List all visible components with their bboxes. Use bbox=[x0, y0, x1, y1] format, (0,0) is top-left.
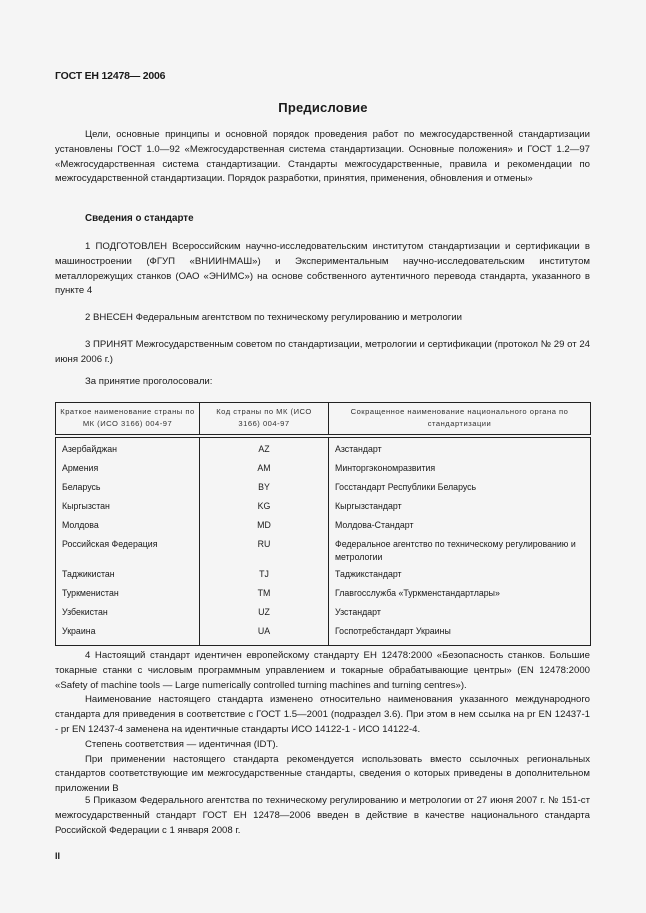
voting-countries-table bbox=[55, 402, 591, 646]
code-cell: UZ bbox=[200, 603, 329, 622]
country-cell: Беларусь bbox=[56, 478, 200, 497]
code-cell: AZ bbox=[200, 436, 329, 459]
code-cell: BY bbox=[200, 478, 329, 497]
body-cell: Федеральное агентство по техническому регулированию и метрологии bbox=[329, 535, 591, 565]
country-cell: Узбекистан bbox=[56, 603, 200, 622]
country-cell: Туркменистан bbox=[56, 584, 200, 603]
country-cell: Молдова bbox=[56, 516, 200, 535]
item-5-text: 5 Приказом Федерального агентства по техническому регулированию и метрологии от 27 июня 2007 г. № 151-ст межгосударственный стандарт ГОСТ ЕН 12478—2006 введен в действие в качестве национального стандарта Российской Федерации с 1 января 2008 г. bbox=[55, 795, 590, 836]
table-row bbox=[56, 535, 591, 565]
table-row bbox=[56, 584, 591, 603]
body-cell: Азстандарт bbox=[329, 436, 591, 459]
table-row bbox=[56, 565, 591, 584]
code-cell: MD bbox=[200, 516, 329, 535]
table-row bbox=[56, 497, 591, 516]
body-cell: Таджикстандарт bbox=[329, 565, 591, 584]
item-3-paragraph bbox=[55, 338, 590, 368]
section-heading: Сведения о стандарте bbox=[85, 213, 194, 224]
table-row bbox=[56, 459, 591, 478]
country-cell: Кыргызстан bbox=[56, 497, 200, 516]
country-cell: Российская Федерация bbox=[56, 535, 200, 565]
item-1-paragraph bbox=[55, 240, 590, 299]
body-cell: Молдова-Стандарт bbox=[329, 516, 591, 535]
header-country: Краткое наименование страны по МК (ИСО 3166) 004-97 bbox=[56, 403, 200, 437]
vote-label: За принятие проголосовали: bbox=[85, 376, 213, 387]
item-4-usage-text: При применении настоящего стандарта рекомендуется использовать вместо ссылочных региональных стандартов соответствующие им межгосударственные стандарты, сведения о которых приведены в дополнительном приложении В bbox=[55, 753, 590, 795]
country-cell: Таджикистан bbox=[56, 565, 200, 584]
item-3-text: 3 ПРИНЯТ Межгосударственным советом по стандартизации, метрологии и сертификации (протокол № 29 от 24 июня 2006 г.) bbox=[55, 339, 590, 365]
item-4-name-text: Наименование настоящего стандарта изменено относительно наименования указанного международного стандарта для приведения в соответствие с ГОСТ 1.5—2001 (подраздел 3.6). При этом в нем ссылка на pr EN 12437-1 - pr EN 12437-4 заменена на идентичные стандарты ИСО 14122-1 - ИСО 14122-4. bbox=[55, 694, 590, 735]
code-cell: KG bbox=[200, 497, 329, 516]
code-cell: RU bbox=[200, 535, 329, 565]
country-cell: Армения bbox=[56, 459, 200, 478]
item-5-paragraph bbox=[55, 794, 590, 838]
intro-paragraph bbox=[55, 128, 590, 187]
item-4-degree-text: Степень соответствия — идентичная (IDT). bbox=[85, 738, 279, 750]
code-cell: AM bbox=[200, 459, 329, 478]
item-2-text: 2 ВНЕСЕН Федеральным агентством по техническому регулированию и метрологии bbox=[85, 312, 463, 323]
table-row bbox=[56, 478, 591, 497]
body-cell: Узстандарт bbox=[329, 603, 591, 622]
header-code: Код страны по МК (ИСО 3166) 004-97 bbox=[200, 403, 329, 437]
page-number: II bbox=[55, 851, 61, 861]
body-cell: Минторгэкономразвития bbox=[329, 459, 591, 478]
table-row bbox=[56, 603, 591, 622]
item-4-text: 4 Настоящий стандарт идентичен европейскому стандарту ЕН 12478:2000 «Безопасность станков. Большие токарные станки с числовым программным управлением и токарные обрабатывающие центры» (EN 12478:2000 «Safety of machine tools — Large numerically controlled turning machines and turning centres»). bbox=[55, 650, 590, 691]
table-row bbox=[56, 436, 591, 459]
body-cell: Главгосслужба «Туркменстандартлары» bbox=[329, 584, 591, 603]
code-cell: TM bbox=[200, 584, 329, 603]
body-cell: Кыргызстандарт bbox=[329, 497, 591, 516]
item-4-paragraph bbox=[55, 649, 590, 797]
header-body: Сокращенное наименование национального органа по стандартизации bbox=[329, 403, 591, 437]
table-header-row bbox=[56, 403, 591, 437]
code-cell: TJ bbox=[200, 565, 329, 584]
document-code-header: ГОСТ ЕН 12478— 2006 bbox=[55, 70, 166, 82]
body-cell: Госпотребстандарт Украины bbox=[329, 622, 591, 646]
item-2-paragraph bbox=[55, 311, 590, 326]
country-cell: Азербайджан bbox=[56, 436, 200, 459]
country-cell: Украина bbox=[56, 622, 200, 646]
body-cell: Госстандарт Республики Беларусь bbox=[329, 478, 591, 497]
item-1-text: 1 ПОДГОТОВЛЕН Всероссийским научно-исследовательским институтом стандартизации и сертификации в машиностроении (ФГУП «ВНИИНМАШ») и Экспериментальным научно-исследовательским институтом металлорежущих станков (ОАО «ЭНИМС») на основе собственного аутентичного перевода стандарта, указанного в пункте 4 bbox=[55, 241, 590, 297]
code-cell: UA bbox=[200, 622, 329, 646]
intro-text: Цели, основные принципы и основной порядок проведения работ по межгосударственной стандартизации установлены ГОСТ 1.0—92 «Межгосударственная система стандартизации. Основные положения» и ГОСТ 1.2—97 «Межгосударственная система стандартизации. Стандарты межгосударственные, правила и рекомендации по межгосударственной стандартизации. Порядок разработки, принятия, применения, обновления и отмены» bbox=[55, 129, 590, 185]
page-title: Предисловие bbox=[278, 100, 368, 115]
table-row bbox=[56, 622, 591, 646]
table-row bbox=[56, 516, 591, 535]
